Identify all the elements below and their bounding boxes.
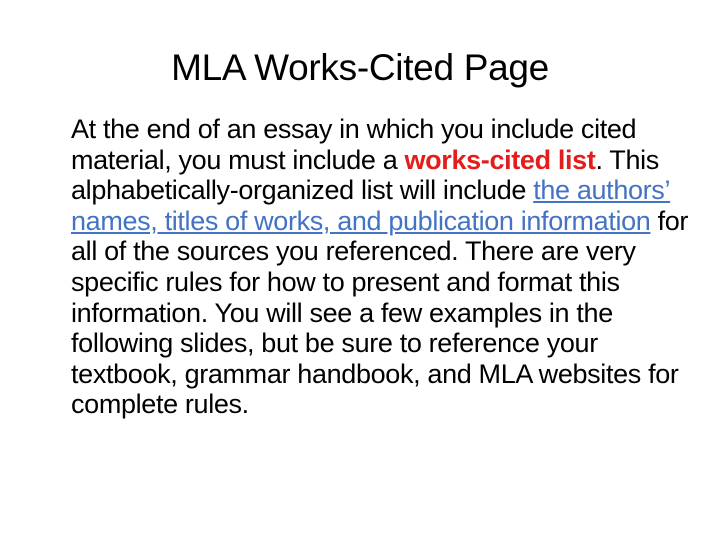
- paragraph-text-end: for all of the sources you referenced. There are very specific rules for how to present and format this information. You will see a few examples in the following slides, but be sure to reference your textbook, grammar handbook, and MLA websites for complete rules.: [71, 205, 689, 420]
- body-paragraph: [71, 114, 691, 420]
- paragraph-text-middle: . This alphabetically-organized list will include: [71, 144, 659, 206]
- works-cited-highlight: works-cited list: [404, 144, 596, 175]
- slide-title: MLA Works-Cited Page: [171, 47, 549, 88]
- authors-titles-link[interactable]: the authors’ names, titles of works, and publication information: [71, 175, 671, 236]
- paragraph-text-intro: At the end of an essay in which you include cited material, you must include a: [71, 114, 637, 175]
